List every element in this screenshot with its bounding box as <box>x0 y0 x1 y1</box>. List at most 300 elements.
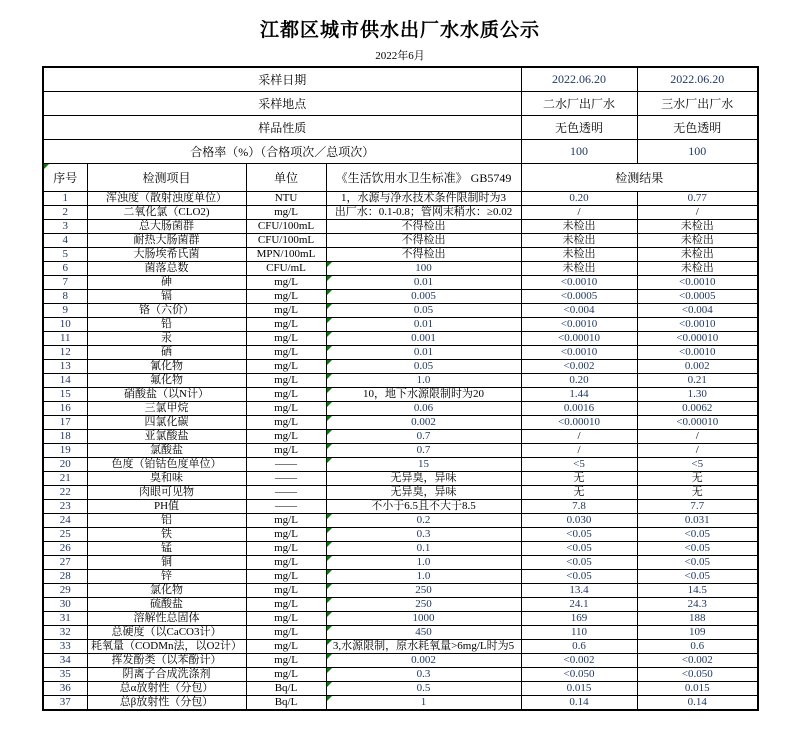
result-cell-plant3: <0.004 <box>637 304 758 318</box>
result-cell-plant2: <0.002 <box>521 654 637 668</box>
result-cell-plant3: <0.050 <box>637 668 758 682</box>
no-cell: 3 <box>43 220 87 234</box>
cell-flag-icon <box>327 612 332 617</box>
info-row <box>43 140 758 164</box>
result-cell-plant2: 未检出 <box>521 220 637 234</box>
item-cell: 氯化物 <box>87 584 246 598</box>
no-cell: 14 <box>43 374 87 388</box>
cell-flag-icon <box>327 430 332 435</box>
item-cell: 挥发酚类（以苯酚计） <box>87 654 246 668</box>
cell-flag-icon <box>327 682 332 687</box>
unit-cell: mg/L <box>246 514 326 528</box>
unit-cell: mg/L <box>246 346 326 360</box>
item-cell: 四氯化碳 <box>87 416 246 430</box>
unit-cell: —— <box>246 486 326 500</box>
item-cell: 铁 <box>87 528 246 542</box>
no-cell: 30 <box>43 598 87 612</box>
no-cell: 32 <box>43 626 87 640</box>
unit-cell: CFU/mL <box>246 262 326 276</box>
no-cell: 13 <box>43 360 87 374</box>
result-cell-plant2: <5 <box>521 458 637 472</box>
cell-flag-icon <box>327 374 332 379</box>
info-label: 采样日期 <box>43 67 521 92</box>
result-cell-plant3: 0.002 <box>637 360 758 374</box>
water-quality-table <box>42 66 759 711</box>
item-cell: 三氯甲烷 <box>87 402 246 416</box>
standard-cell: 0.7 <box>326 444 521 458</box>
item-cell: 菌落总数 <box>87 262 246 276</box>
item-cell: 总β放射性（分包） <box>87 696 246 711</box>
cell-flag-icon <box>327 640 332 645</box>
result-cell-plant2: 无 <box>521 472 637 486</box>
info-row <box>43 92 758 116</box>
standard-cell: 0.3 <box>326 668 521 682</box>
no-cell: 20 <box>43 458 87 472</box>
result-cell-plant2: 未检出 <box>521 248 637 262</box>
result-cell-plant2: <0.004 <box>521 304 637 318</box>
table-row <box>43 276 758 290</box>
result-cell-plant2: <0.050 <box>521 668 637 682</box>
result-cell-plant3: 14.5 <box>637 584 758 598</box>
header-item: 检测项目 <box>87 164 246 192</box>
standard-cell: 250 <box>326 598 521 612</box>
result-cell-plant2: 0.20 <box>521 374 637 388</box>
cell-flag-icon <box>327 626 332 631</box>
unit-cell: mg/L <box>246 416 326 430</box>
standard-cell: 不得检出 <box>326 234 521 248</box>
unit-cell: mg/L <box>246 276 326 290</box>
standard-cell: 不小于6.5且不大于8.5 <box>326 500 521 514</box>
info-value: 二水厂出厂水 <box>521 92 637 116</box>
unit-cell: mg/L <box>246 668 326 682</box>
unit-cell: —— <box>246 500 326 514</box>
table-row <box>43 542 758 556</box>
cell-flag-icon <box>327 444 332 449</box>
unit-cell: mg/L <box>246 402 326 416</box>
item-cell: 锌 <box>87 570 246 584</box>
table-row <box>43 402 758 416</box>
table-row <box>43 416 758 430</box>
unit-cell: mg/L <box>246 598 326 612</box>
unit-cell: MPN/100mL <box>246 248 326 262</box>
result-cell-plant2: <0.05 <box>521 556 637 570</box>
table-row <box>43 332 758 346</box>
table-row <box>43 472 758 486</box>
unit-cell: mg/L <box>246 206 326 220</box>
cell-flag-icon <box>327 318 332 323</box>
header-unit: 单位 <box>246 164 326 192</box>
cell-flag-icon <box>327 570 332 575</box>
no-cell: 25 <box>43 528 87 542</box>
no-cell: 17 <box>43 416 87 430</box>
unit-cell: CFU/100mL <box>246 234 326 248</box>
table-row <box>43 514 758 528</box>
item-cell: 氰化物 <box>87 360 246 374</box>
result-cell-plant2: 0.030 <box>521 514 637 528</box>
unit-cell: mg/L <box>246 626 326 640</box>
result-cell-plant3: <0.05 <box>637 570 758 584</box>
cell-flag-icon <box>327 276 332 281</box>
standard-cell: 100 <box>326 262 521 276</box>
cell-flag-icon <box>327 514 332 519</box>
item-cell: 铝 <box>87 514 246 528</box>
standard-cell: 0.01 <box>326 346 521 360</box>
standard-cell: 1000 <box>326 612 521 626</box>
cell-flag-icon <box>44 164 49 169</box>
result-cell-plant2: / <box>521 444 637 458</box>
result-cell-plant3: <5 <box>637 458 758 472</box>
cell-flag-icon <box>327 290 332 295</box>
table-row <box>43 654 758 668</box>
result-cell-plant3: 0.21 <box>637 374 758 388</box>
header-standard: 《生活饮用水卫生标准》 GB5749 <box>326 164 521 192</box>
no-cell: 1 <box>43 192 87 206</box>
standard-cell: 0.05 <box>326 360 521 374</box>
unit-cell: Bq/L <box>246 682 326 696</box>
standard-cell: 10，地下水源限制时为20 <box>326 388 521 402</box>
no-cell: 23 <box>43 500 87 514</box>
result-cell-plant2: <0.0005 <box>521 290 637 304</box>
result-cell-plant3: <0.05 <box>637 528 758 542</box>
result-cell-plant3: 109 <box>637 626 758 640</box>
result-cell-plant3: <0.0010 <box>637 346 758 360</box>
result-cell-plant3: <0.0010 <box>637 276 758 290</box>
table-row <box>43 388 758 402</box>
result-cell-plant3: 无 <box>637 486 758 500</box>
header-no-label: 序号 <box>53 171 78 185</box>
result-cell-plant2: 0.14 <box>521 696 637 711</box>
no-cell: 19 <box>43 444 87 458</box>
standard-cell: 0.2 <box>326 514 521 528</box>
cell-flag-icon <box>327 332 332 337</box>
item-cell: PH值 <box>87 500 246 514</box>
result-cell-plant2: 110 <box>521 626 637 640</box>
info-value: 无色透明 <box>637 116 758 140</box>
table-row <box>43 640 758 654</box>
result-cell-plant2: / <box>521 206 637 220</box>
cell-flag-icon <box>327 696 332 701</box>
result-cell-plant3: 188 <box>637 612 758 626</box>
report-month: 2022年6月 <box>375 50 425 62</box>
table-row <box>43 556 758 570</box>
sample-info-section <box>43 67 758 164</box>
no-cell: 9 <box>43 304 87 318</box>
result-cell-plant2: 7.8 <box>521 500 637 514</box>
info-value: 2022.06.20 <box>637 67 758 92</box>
result-cell-plant2: 169 <box>521 612 637 626</box>
standard-cell: 0.05 <box>326 304 521 318</box>
result-cell-plant2: <0.00010 <box>521 416 637 430</box>
no-cell: 33 <box>43 640 87 654</box>
result-cell-plant3: 未检出 <box>637 262 758 276</box>
item-cell: 总硬度（以CaCO3计） <box>87 626 246 640</box>
standard-cell: 0.002 <box>326 654 521 668</box>
page-title: 江都区城市供水出厂水水质公示 <box>259 20 540 41</box>
no-cell: 8 <box>43 290 87 304</box>
result-cell-plant2: 0.20 <box>521 192 637 206</box>
no-cell: 21 <box>43 472 87 486</box>
standard-cell: 0.3 <box>326 528 521 542</box>
cell-flag-icon <box>327 262 332 267</box>
standard-cell: 250 <box>326 584 521 598</box>
result-cell-plant3: 0.031 <box>637 514 758 528</box>
item-cell: 硒 <box>87 346 246 360</box>
standard-cell: 0.06 <box>326 402 521 416</box>
result-cell-plant3: <0.0010 <box>637 318 758 332</box>
item-cell: 锰 <box>87 542 246 556</box>
no-cell: 35 <box>43 668 87 682</box>
header-no <box>43 164 87 192</box>
result-cell-plant2: <0.05 <box>521 570 637 584</box>
standard-cell: 不得检出 <box>326 248 521 262</box>
cell-flag-icon <box>327 346 332 351</box>
result-cell-plant2: <0.00010 <box>521 332 637 346</box>
item-cell: 臭和味 <box>87 472 246 486</box>
result-cell-plant2: <0.05 <box>521 528 637 542</box>
item-cell: 总α放射性（分包） <box>87 682 246 696</box>
info-label: 样品性质 <box>43 116 521 140</box>
no-cell: 5 <box>43 248 87 262</box>
no-cell: 7 <box>43 276 87 290</box>
standard-cell: 3,水源限制，原水耗氧量>6mg/L时为5 <box>326 640 521 654</box>
info-row <box>43 67 758 92</box>
table-row <box>43 206 758 220</box>
item-cell: 肉眼可见物 <box>87 486 246 500</box>
no-cell: 36 <box>43 682 87 696</box>
result-cell-plant2: <0.002 <box>521 360 637 374</box>
standard-cell: 1.0 <box>326 556 521 570</box>
item-cell: 氟化物 <box>87 374 246 388</box>
standard-cell: 15 <box>326 458 521 472</box>
unit-cell: mg/L <box>246 332 326 346</box>
table-row <box>43 192 758 206</box>
table-row <box>43 486 758 500</box>
result-cell-plant3: / <box>637 444 758 458</box>
info-value: 无色透明 <box>521 116 637 140</box>
result-cell-plant2: <0.0010 <box>521 318 637 332</box>
result-cell-plant3: <0.0005 <box>637 290 758 304</box>
item-cell: 耗氧量（CODMn法，以O2计） <box>87 640 246 654</box>
unit-cell: —— <box>246 472 326 486</box>
cell-flag-icon <box>327 360 332 365</box>
result-cell-plant3: 7.7 <box>637 500 758 514</box>
no-cell: 6 <box>43 262 87 276</box>
cell-flag-icon <box>327 584 332 589</box>
table-row <box>43 500 758 514</box>
unit-cell: mg/L <box>246 304 326 318</box>
cell-flag-icon <box>327 388 332 393</box>
result-cell-plant3: / <box>637 430 758 444</box>
item-cell: 耐热大肠菌群 <box>87 234 246 248</box>
result-cell-plant3: 24.3 <box>637 598 758 612</box>
result-cell-plant3: 未检出 <box>637 234 758 248</box>
item-cell: 色度（铂钴色度单位） <box>87 458 246 472</box>
standard-cell: 0.5 <box>326 682 521 696</box>
result-cell-plant3: <0.002 <box>637 654 758 668</box>
item-cell: 亚氯酸盐 <box>87 430 246 444</box>
result-cell-plant3: / <box>637 206 758 220</box>
result-cell-plant2: <0.05 <box>521 542 637 556</box>
unit-cell: mg/L <box>246 360 326 374</box>
table-row <box>43 374 758 388</box>
result-cell-plant2: 未检出 <box>521 234 637 248</box>
info-row <box>43 116 758 140</box>
info-label: 采样地点 <box>43 92 521 116</box>
unit-cell: mg/L <box>246 556 326 570</box>
result-cell-plant3: <0.05 <box>637 542 758 556</box>
result-cell-plant2: 1.44 <box>521 388 637 402</box>
unit-cell: mg/L <box>246 444 326 458</box>
result-cell-plant3: 0.14 <box>637 696 758 711</box>
item-cell: 硝酸盐（以N计） <box>87 388 246 402</box>
cell-flag-icon <box>327 402 332 407</box>
table-row <box>43 234 758 248</box>
table-row <box>43 668 758 682</box>
no-cell: 12 <box>43 346 87 360</box>
header-result: 检测结果 <box>521 164 758 192</box>
result-cell-plant2: 0.0016 <box>521 402 637 416</box>
table-row <box>43 444 758 458</box>
table-row <box>43 262 758 276</box>
table-row <box>43 528 758 542</box>
table-row <box>43 346 758 360</box>
standard-cell: 0.1 <box>326 542 521 556</box>
unit-cell: —— <box>246 458 326 472</box>
table-row <box>43 584 758 598</box>
unit-cell: Bq/L <box>246 696 326 711</box>
no-cell: 22 <box>43 486 87 500</box>
cell-flag-icon <box>327 458 332 463</box>
table-row <box>43 682 758 696</box>
table-row <box>43 570 758 584</box>
result-cell-plant2: 未检出 <box>521 262 637 276</box>
info-value: 三水厂出厂水 <box>637 92 758 116</box>
unit-cell: mg/L <box>246 654 326 668</box>
standard-cell: 出厂水：0.1-0.8；管网末稍水：≥0.02 <box>326 206 521 220</box>
no-cell: 24 <box>43 514 87 528</box>
result-cell-plant3: 无 <box>637 472 758 486</box>
table-row <box>43 696 758 711</box>
no-cell: 26 <box>43 542 87 556</box>
result-cell-plant3: 0.6 <box>637 640 758 654</box>
item-cell: 氯酸盐 <box>87 444 246 458</box>
unit-cell: mg/L <box>246 612 326 626</box>
standard-cell: 0.7 <box>326 430 521 444</box>
item-cell: 大肠埃希氏菌 <box>87 248 246 262</box>
result-cell-plant2: <0.0010 <box>521 346 637 360</box>
no-cell: 37 <box>43 696 87 711</box>
table-row <box>43 248 758 262</box>
standard-cell: 450 <box>326 626 521 640</box>
item-cell: 二氧化氯（CLO2) <box>87 206 246 220</box>
standard-cell: 0.001 <box>326 332 521 346</box>
table-row <box>43 430 758 444</box>
result-cell-plant3: 0.015 <box>637 682 758 696</box>
standard-cell: 0.005 <box>326 290 521 304</box>
no-cell: 18 <box>43 430 87 444</box>
standard-cell: 0.002 <box>326 416 521 430</box>
unit-cell: mg/L <box>246 542 326 556</box>
no-cell: 29 <box>43 584 87 598</box>
item-cell: 溶解性总固体 <box>87 612 246 626</box>
result-cell-plant2: 24.1 <box>521 598 637 612</box>
standard-cell: 无异臭，异味 <box>326 486 521 500</box>
unit-cell: NTU <box>246 192 326 206</box>
unit-cell: mg/L <box>246 388 326 402</box>
table-row <box>43 612 758 626</box>
result-cell-plant3: 0.0062 <box>637 402 758 416</box>
cell-flag-icon <box>327 416 332 421</box>
table-row <box>43 598 758 612</box>
item-cell: 铜 <box>87 556 246 570</box>
cell-flag-icon <box>327 654 332 659</box>
standard-cell: 1.0 <box>326 374 521 388</box>
standard-cell: 1 <box>326 696 521 711</box>
unit-cell: mg/L <box>246 640 326 654</box>
item-cell: 铬（六价） <box>87 304 246 318</box>
cell-flag-icon <box>327 556 332 561</box>
results-section <box>43 192 758 711</box>
standard-cell: 1，水源与净水技术条件限制时为3 <box>326 192 521 206</box>
table-row <box>43 290 758 304</box>
unit-cell: mg/L <box>246 290 326 304</box>
result-cell-plant3: 1.30 <box>637 388 758 402</box>
standard-cell: 0.01 <box>326 318 521 332</box>
unit-cell: CFU/100mL <box>246 220 326 234</box>
no-cell: 4 <box>43 234 87 248</box>
result-cell-plant2: / <box>521 430 637 444</box>
item-cell: 硫酸盐 <box>87 598 246 612</box>
result-cell-plant2: 0.015 <box>521 682 637 696</box>
standard-cell: 1.0 <box>326 570 521 584</box>
column-header-row <box>43 164 758 192</box>
table-row <box>43 626 758 640</box>
item-cell: 汞 <box>87 332 246 346</box>
table-row <box>43 220 758 234</box>
result-cell-plant2: 无 <box>521 486 637 500</box>
no-cell: 27 <box>43 556 87 570</box>
no-cell: 10 <box>43 318 87 332</box>
cell-flag-icon <box>327 668 332 673</box>
result-cell-plant3: <0.00010 <box>637 416 758 430</box>
result-cell-plant3: 未检出 <box>637 248 758 262</box>
no-cell: 15 <box>43 388 87 402</box>
item-cell: 镉 <box>87 290 246 304</box>
result-cell-plant3: 0.77 <box>637 192 758 206</box>
unit-cell: mg/L <box>246 318 326 332</box>
result-cell-plant3: 未检出 <box>637 220 758 234</box>
item-cell: 砷 <box>87 276 246 290</box>
item-cell: 阴离子合成洗涤剂 <box>87 668 246 682</box>
info-label: 合格率（%）（合格项次／总项次） <box>43 140 521 164</box>
unit-cell: mg/L <box>246 528 326 542</box>
item-cell: 总大肠菌群 <box>87 220 246 234</box>
result-cell-plant3: <0.05 <box>637 556 758 570</box>
unit-cell: mg/L <box>246 374 326 388</box>
item-cell: 铅 <box>87 318 246 332</box>
cell-flag-icon <box>327 528 332 533</box>
item-cell: 浑浊度（散射浊度单位） <box>87 192 246 206</box>
no-cell: 28 <box>43 570 87 584</box>
standard-cell: 无异臭，异味 <box>326 472 521 486</box>
no-cell: 11 <box>43 332 87 346</box>
no-cell: 34 <box>43 654 87 668</box>
cell-flag-icon <box>327 598 332 603</box>
standard-cell: 不得检出 <box>326 220 521 234</box>
table-row <box>43 360 758 374</box>
cell-flag-icon <box>327 542 332 547</box>
result-cell-plant2: 13.4 <box>521 584 637 598</box>
